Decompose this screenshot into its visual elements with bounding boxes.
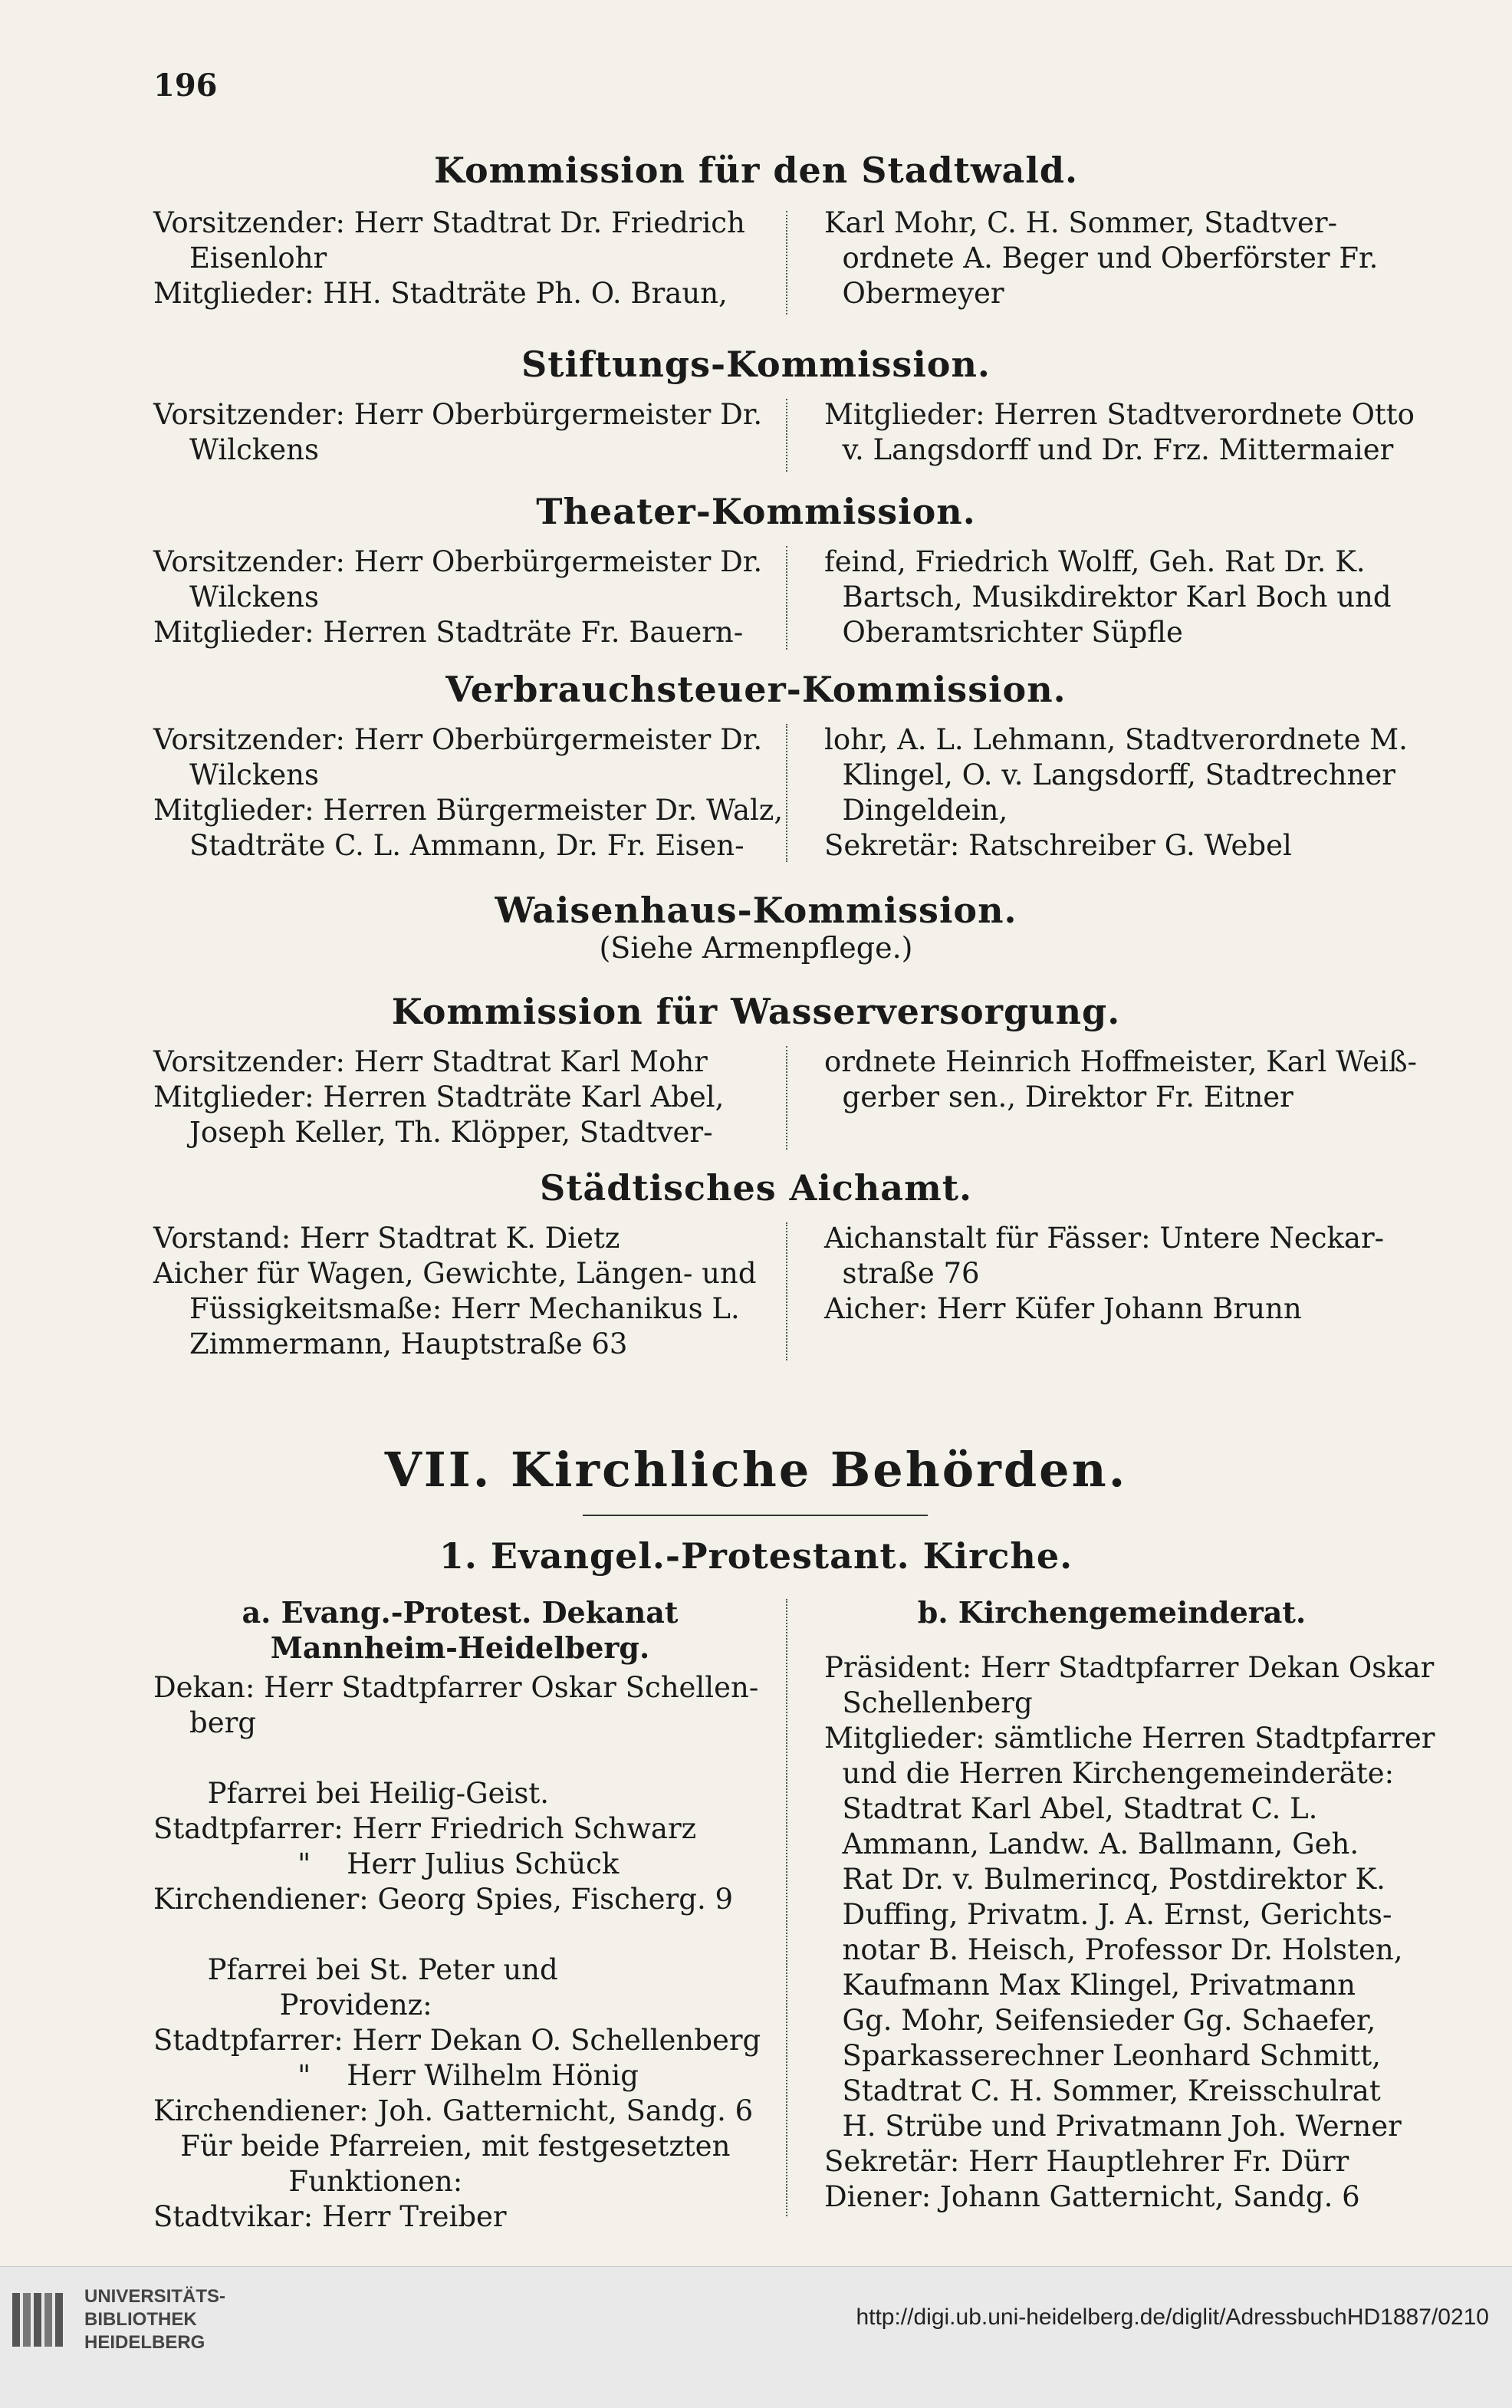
verbrauch-left: Vorsitzender: Herr Oberbürgermeister Dr. Wilckens Mitglieder: Herren Bürgermeister Dr. Walz, Stadträte C. L. Ammann, Dr. Fr. Eisen- <box>153 723 784 862</box>
stadtwald-left: Vorsitzender: Herr Stadtrat Dr. Friedrich Eisenlohr Mitglieder: HH. Stadträte Ph. O. Braun, <box>153 206 745 310</box>
column-divider <box>786 546 787 650</box>
heading-aichamt: Städtisches Aichamt. <box>539 1167 973 1209</box>
column-divider <box>786 724 787 862</box>
column-a-heading: a. Evang.-Protest. Dekanat Mannheim-Heidelberg. <box>242 1595 679 1665</box>
column-divider <box>786 1046 787 1150</box>
stiftungs-left: Vorsitzender: Herr Oberbürgermeister Dr. Wilckens <box>153 398 763 466</box>
verbrauch-right: lohr, A. L. Lehmann, Stadtverordnete M. Klingel, O. v. Langsdorff, Stadtrechner Dingeldein, Sekretär: Ratschreiber G. Webel <box>824 723 1408 862</box>
column-divider <box>786 399 787 472</box>
aichamt-left: Vorstand: Herr Stadtrat K. Dietz Aicher für Wagen, Gewichte, Längen- und Füssigkeitsmaße: Herr Mechanikus L. Zimmermann, Hauptstraße 63 <box>153 1222 757 1360</box>
heading-verbrauch: Verbrauchsteuer-Kommission. <box>445 669 1067 710</box>
column-b-heading: b. Kirchengemeinderat. <box>917 1595 1307 1630</box>
wasser-right: ordnete Heinrich Hoffmeister, Karl Weiß- gerber sen., Direktor Fr. Eitner <box>824 1045 1418 1114</box>
theater-right: feind, Friedrich Wolff, Geh. Rat Dr. K. Bartsch, Musikdirektor Karl Boch und Oberamtsrichter Süpfle <box>824 545 1392 649</box>
heading-stadtwald: Kommission für den Stadtwald. <box>434 150 1078 191</box>
chapter-rule <box>583 1515 928 1516</box>
column-divider <box>786 211 787 314</box>
column-b-body: Präsident: Herr Stadtpfarrer Dekan Oskar Schellenberg Mitglieder: sämtliche Herren Stadtpfarrer und die Herren Kirchengemeinderäte: Stadtrat Karl Abel, Stadtrat C. L. Ammann, Landw. A. Ballmann, Geh. Rat Dr. v. Bulmerincq, Postdirektor K. Duffing, Privatm. J. A. Ernst, Gerichts- notar B. Heisch, Professor Dr. Holsten, Kaufmann Max Klingel, Privatmann Gg. Mohr, Seifensieder Gg. Schaefer, Sparkasserechner Leonhard Schmitt, Stadtrat C. H. Sommer, Kreisschulrat H. Strübe und Privatmann Joh. Werner Sekretär: Herr Hauptlehrer Fr. Dürr Diener: Johann Gatternicht, Sandg. 6 <box>824 1651 1435 2213</box>
heading-waisenhaus: Waisenhaus-Kommission. <box>495 890 1017 931</box>
wasser-left: Vorsitzender: Herr Stadtrat Karl Mohr Mitglieder: Herren Stadträte Karl Abel, Joseph Keller, Th. Klöpper, Stadtver- <box>153 1045 725 1149</box>
library-logo-text: UNIVERSITÄTS- BIBLIOTHEK HEIDELBERG <box>84 2286 226 2353</box>
waisenhaus-note: (Siehe Armenpflege.) <box>599 931 913 965</box>
theater-left: Vorsitzender: Herr Oberbürgermeister Dr. Wilckens Mitglieder: Herren Stadträte Fr. Bauern- <box>153 545 763 649</box>
aichamt-right: Aichanstalt für Fässer: Untere Neckar- straße 76 Aicher: Herr Küfer Johann Brunn <box>824 1222 1385 1325</box>
chapter-subtitle: 1. Evangel.-Protestant. Kirche. <box>439 1535 1073 1577</box>
library-logo-icon <box>11 2285 64 2354</box>
footer-bar <box>0 2266 1512 2408</box>
heading-theater: Theater-Kommission. <box>536 491 976 532</box>
column-a-body: Dekan: Herr Stadtpfarrer Oskar Schellen- berg Pfarrei bei Heilig-Geist. Stadtpfarrer: Herr Friedrich Schwarz " Herr Julius Schück Kirchendiener: Georg Spies, Fischerg. 9 Pfarrei bei St. Peter und Providenz: Stadtpfarrer: Herr Dekan O. Schellenberg " Herr Wilhelm Hönig Kirchendiener: Joh. Gatternicht, Sandg. 6 Für beide Pfarreien, mit festgesetzten Funktionen: Stadtvikar: Herr Treiber <box>153 1671 761 2233</box>
page-number: 196 <box>153 67 218 104</box>
stadtwald-right: Karl Mohr, C. H. Sommer, Stadtver- ordnete A. Beger und Oberförster Fr. Obermeyer <box>824 206 1379 310</box>
column-divider <box>786 1222 787 1360</box>
source-url[interactable]: http://digi.ub.uni-heidelberg.de/diglit/AdressbuchHD1887/0210 <box>856 2304 1489 2330</box>
heading-wasser: Kommission für Wasserversorgung. <box>391 991 1121 1032</box>
stiftungs-right: Mitglieder: Herren Stadtverordnete Otto v. Langsdorff und Dr. Frz. Mittermaier <box>824 398 1415 466</box>
heading-stiftungs: Stiftungs-Kommission. <box>521 344 991 385</box>
column-divider <box>786 1599 787 2216</box>
chapter-title: VII. Kirchliche Behörden. <box>384 1442 1128 1498</box>
